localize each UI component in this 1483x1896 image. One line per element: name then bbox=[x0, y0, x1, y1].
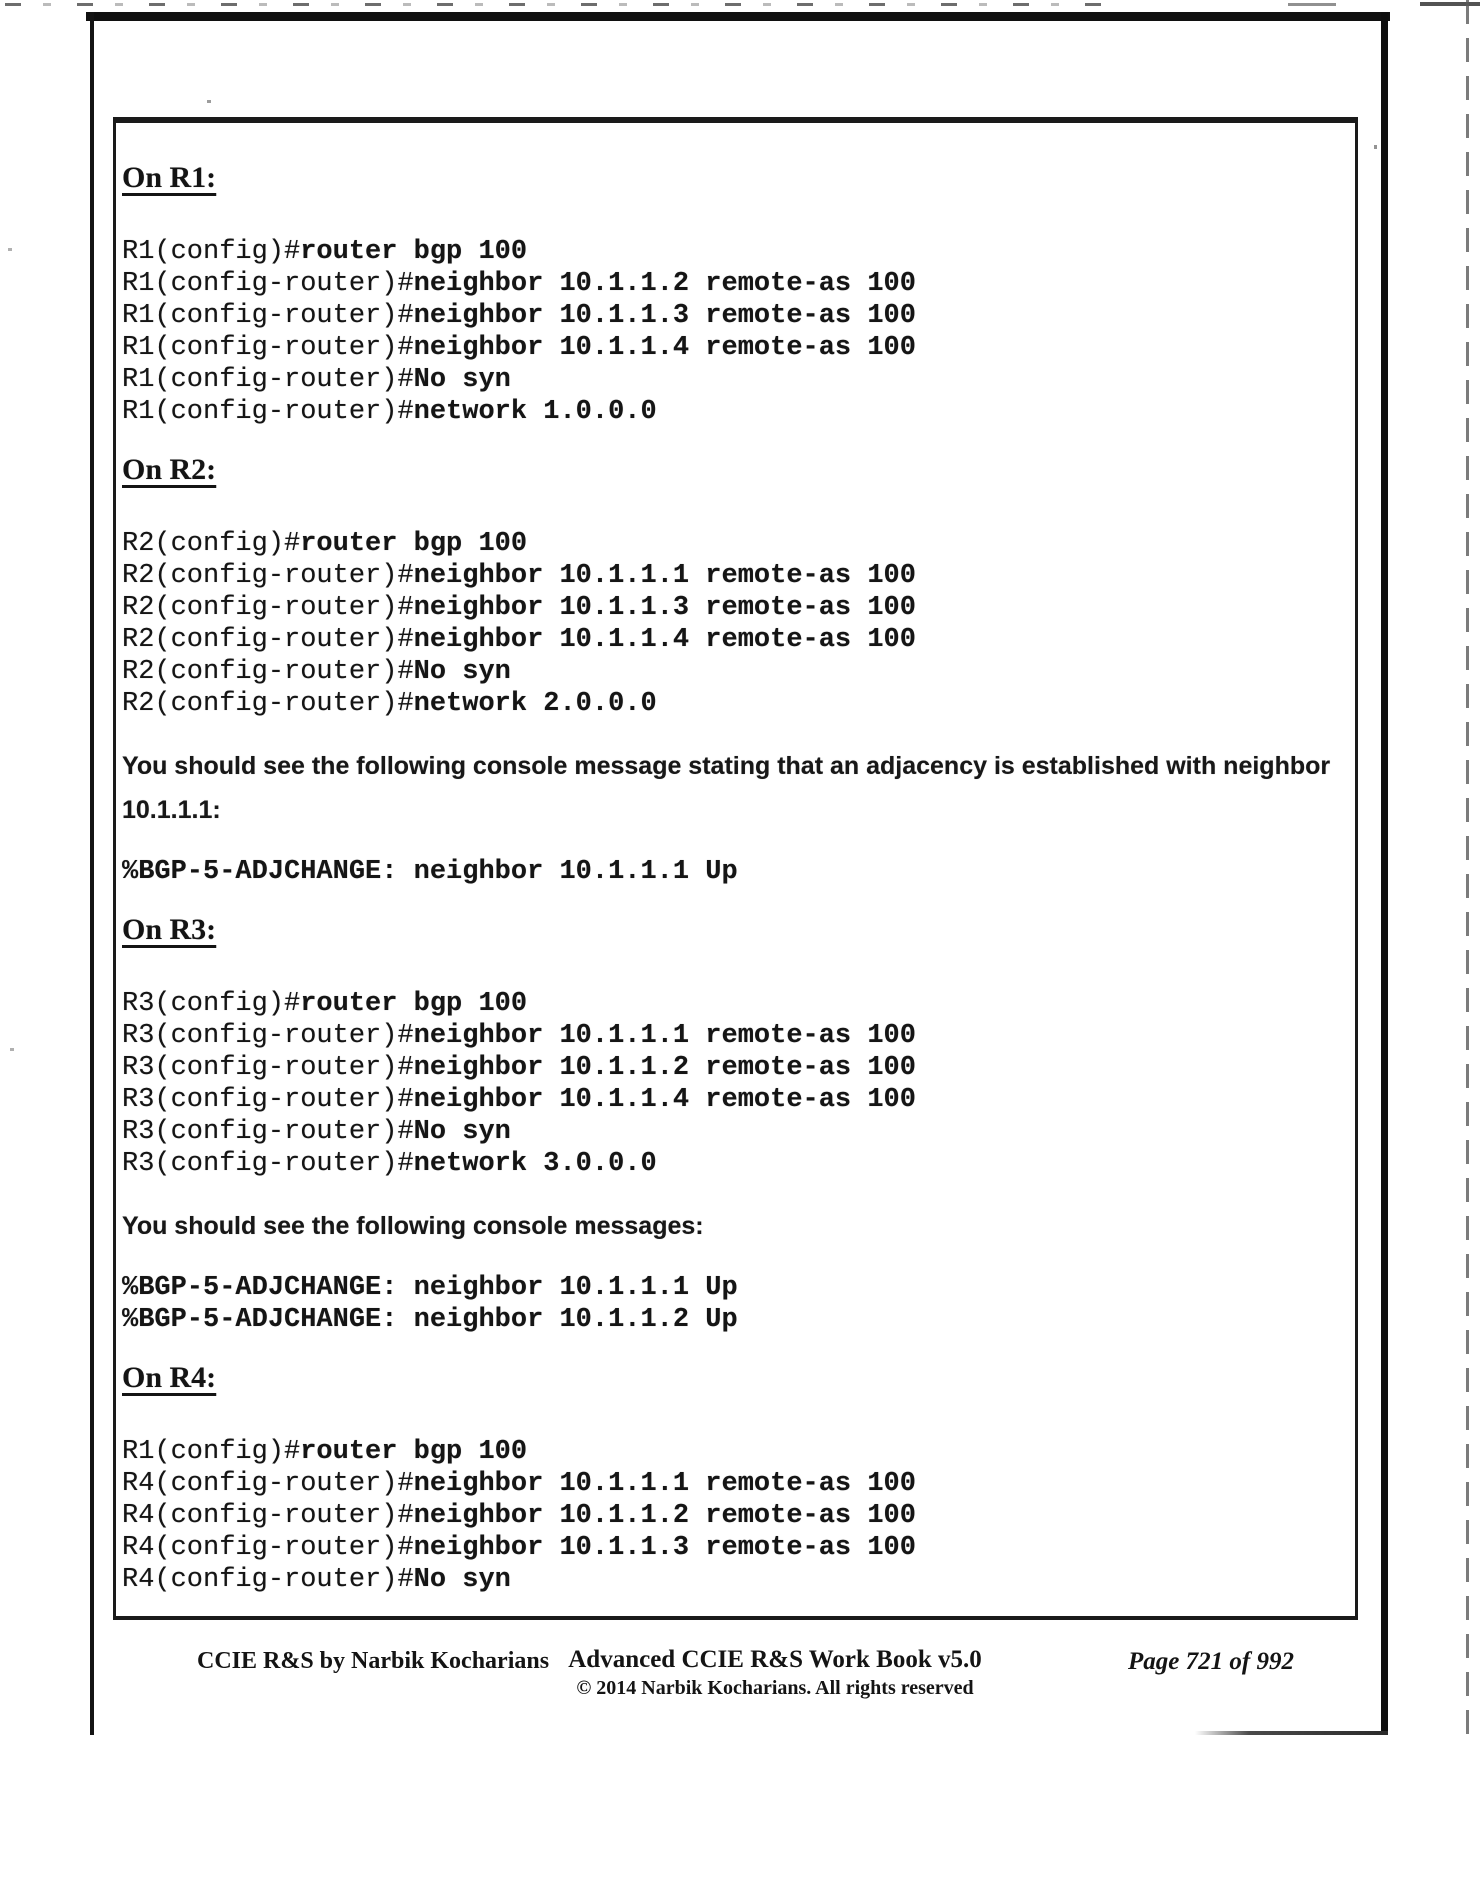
code-line bbox=[122, 332, 1345, 364]
code-prompt: R3(config-router)# bbox=[122, 1085, 414, 1115]
scan-artifact-top-dashes bbox=[5, 3, 1110, 6]
footer-book-title: Advanced CCIE R&S Work Book v5.0 bbox=[568, 1646, 982, 1673]
code-line bbox=[122, 656, 1345, 688]
code-command: neighbor 10.1.1.1 remote-as 100 bbox=[413, 1021, 916, 1051]
section-heading-r4: On R4: bbox=[122, 1361, 217, 1394]
code-line bbox=[122, 528, 1345, 560]
code-line bbox=[122, 1468, 1345, 1500]
code-line bbox=[122, 1500, 1345, 1532]
code-command: neighbor 10.1.1.1 remote-as 100 bbox=[413, 1469, 916, 1499]
footer-book-info bbox=[560, 1646, 990, 1700]
code-command: neighbor 10.1.1.1 remote-as 100 bbox=[413, 561, 916, 591]
code-command: router bgp 100 bbox=[300, 989, 528, 1019]
footer-page-number: Page 721 of 992 bbox=[1128, 1648, 1294, 1675]
scan-artifact-right-edge bbox=[1466, 0, 1469, 1745]
note-line: You should see the following console messages: bbox=[122, 1212, 704, 1240]
code-line bbox=[122, 396, 1345, 428]
code-line bbox=[122, 1532, 1345, 1564]
code-prompt: R4(config-router)# bbox=[122, 1501, 414, 1531]
footer-author: CCIE R&S by Narbik Kocharians bbox=[197, 1648, 550, 1674]
code-line bbox=[122, 1116, 1345, 1148]
code-command: neighbor 10.1.1.4 remote-as 100 bbox=[413, 333, 916, 363]
code-command: neighbor 10.1.1.2 remote-as 100 bbox=[413, 1501, 916, 1531]
code-prompt: R4(config-router)# bbox=[122, 1533, 414, 1563]
console-message: %BGP-5-ADJCHANGE: neighbor 10.1.1.2 Up bbox=[122, 1305, 738, 1335]
code-prompt: R3(config-router)# bbox=[122, 1021, 414, 1051]
footer-copyright: © 2014 Narbik Kocharians. All rights reserved bbox=[576, 1677, 974, 1699]
note-adjacency-established bbox=[122, 744, 1345, 832]
console-output-2 bbox=[122, 1272, 1345, 1336]
code-prompt: R2(config-router)# bbox=[122, 561, 414, 591]
code-command: router bgp 100 bbox=[300, 529, 528, 559]
code-line bbox=[122, 1564, 1345, 1596]
code-prompt: R1(config-router)# bbox=[122, 301, 414, 331]
code-prompt: R2(config-router)# bbox=[122, 657, 414, 687]
code-command: neighbor 10.1.1.4 remote-as 100 bbox=[413, 1085, 916, 1115]
code-prompt: R4(config-router)# bbox=[122, 1565, 414, 1595]
note-console-messages bbox=[122, 1204, 1345, 1248]
code-command: No syn bbox=[413, 1117, 511, 1147]
console-output-1 bbox=[122, 856, 1345, 888]
code-prompt: R2(config-router)# bbox=[122, 593, 414, 623]
code-prompt: R2(config)# bbox=[122, 529, 301, 559]
code-block-r2 bbox=[122, 528, 1345, 720]
code-line bbox=[122, 560, 1345, 592]
code-line bbox=[122, 268, 1345, 300]
code-command: neighbor 10.1.1.3 remote-as 100 bbox=[413, 1533, 916, 1563]
code-line bbox=[122, 688, 1345, 720]
code-line bbox=[122, 1148, 1345, 1180]
scan-speck bbox=[207, 100, 211, 103]
code-block-r4 bbox=[122, 1436, 1345, 1596]
code-block-r1 bbox=[122, 236, 1345, 428]
code-line bbox=[122, 1052, 1345, 1084]
code-command: router bgp 100 bbox=[300, 1437, 528, 1467]
code-prompt: R3(config-router)# bbox=[122, 1117, 414, 1147]
scan-speck bbox=[8, 248, 12, 251]
scan-artifact-top-dash bbox=[1420, 2, 1480, 6]
code-command: network 1.0.0.0 bbox=[413, 397, 657, 427]
code-prompt: R1(config-router)# bbox=[122, 333, 414, 363]
code-prompt: R2(config-router)# bbox=[122, 625, 414, 655]
code-command: neighbor 10.1.1.3 remote-as 100 bbox=[413, 593, 916, 623]
code-command: neighbor 10.1.1.2 remote-as 100 bbox=[413, 1053, 916, 1083]
code-command: No syn bbox=[413, 365, 511, 395]
code-prompt: R2(config-router)# bbox=[122, 689, 414, 719]
page-frame-left bbox=[90, 12, 94, 1735]
page-frame-bottom bbox=[1195, 1731, 1388, 1735]
code-command: router bgp 100 bbox=[300, 237, 528, 267]
code-line bbox=[122, 364, 1345, 396]
section-heading-r1: On R1: bbox=[122, 161, 217, 194]
code-prompt: R1(config-router)# bbox=[122, 397, 414, 427]
console-message: %BGP-5-ADJCHANGE: neighbor 10.1.1.1 Up bbox=[122, 857, 738, 887]
code-line bbox=[122, 624, 1345, 656]
code-line bbox=[122, 1436, 1345, 1468]
code-line bbox=[122, 1084, 1345, 1116]
code-prompt: R3(config-router)# bbox=[122, 1053, 414, 1083]
section-heading-r3: On R3: bbox=[122, 913, 217, 946]
code-line bbox=[122, 988, 1345, 1020]
note-line: 10.1.1.1: bbox=[122, 796, 221, 824]
code-line bbox=[122, 1020, 1345, 1052]
note-line: You should see the following console message stating that an adjacency is established with neighbor bbox=[122, 752, 1331, 780]
code-prompt: R1(config-router)# bbox=[122, 269, 414, 299]
code-command: No syn bbox=[413, 1565, 511, 1595]
scan-speck bbox=[10, 1048, 14, 1051]
code-block-r3 bbox=[122, 988, 1345, 1180]
code-prompt: R3(config)# bbox=[122, 989, 301, 1019]
code-prompt: R1(config)# bbox=[122, 237, 301, 267]
code-command: neighbor 10.1.1.2 remote-as 100 bbox=[413, 269, 916, 299]
console-message: %BGP-5-ADJCHANGE: neighbor 10.1.1.1 Up bbox=[122, 1273, 738, 1303]
code-command: No syn bbox=[413, 657, 511, 687]
code-line bbox=[122, 300, 1345, 332]
page-frame-right bbox=[1381, 12, 1388, 1735]
scan-speck bbox=[1374, 145, 1377, 149]
code-line bbox=[122, 592, 1345, 624]
section-heading-r2: On R2: bbox=[122, 453, 217, 486]
scan-artifact-top-dash bbox=[1288, 3, 1336, 6]
code-prompt: R1(config-router)# bbox=[122, 365, 414, 395]
code-prompt: R3(config-router)# bbox=[122, 1149, 414, 1179]
page-frame-top bbox=[86, 12, 1390, 21]
code-command: network 2.0.0.0 bbox=[413, 689, 657, 719]
code-command: neighbor 10.1.1.3 remote-as 100 bbox=[413, 301, 916, 331]
code-command: network 3.0.0.0 bbox=[413, 1149, 657, 1179]
code-line bbox=[122, 236, 1345, 268]
code-prompt: R1(config)# bbox=[122, 1437, 301, 1467]
code-prompt: R4(config-router)# bbox=[122, 1469, 414, 1499]
content-box bbox=[113, 117, 1358, 1620]
code-command: neighbor 10.1.1.4 remote-as 100 bbox=[413, 625, 916, 655]
